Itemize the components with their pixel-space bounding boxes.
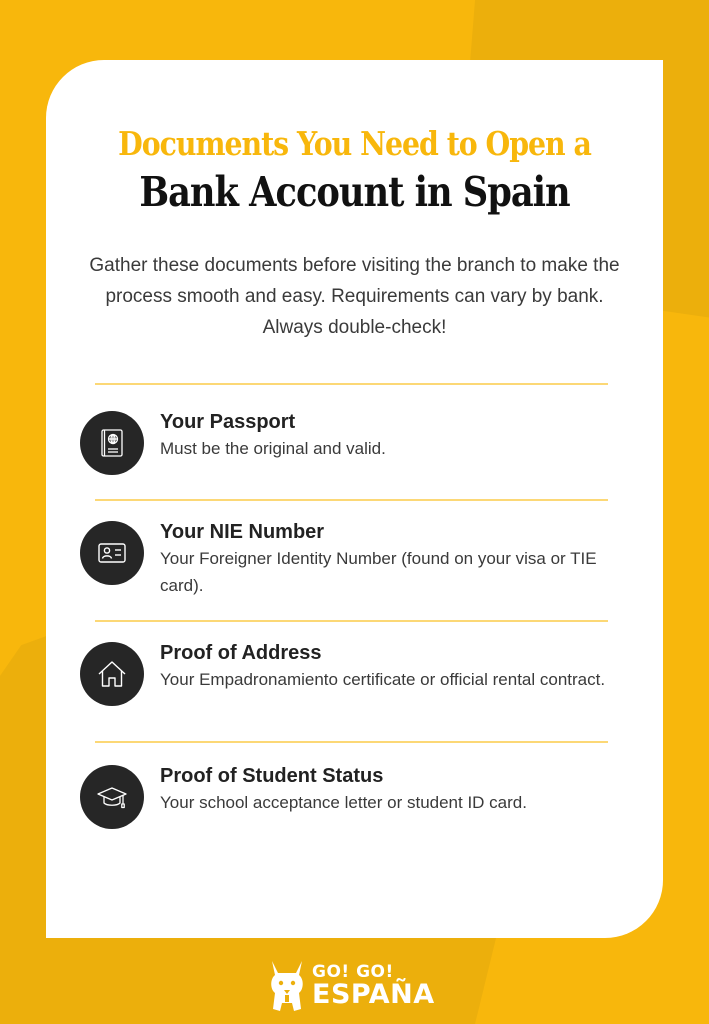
item-description: Your Foreigner Identity Number (found on your visa or TIE card). [160,549,597,595]
graduation-cap-icon [80,765,144,829]
id-card-icon [80,521,144,585]
divider [95,383,608,385]
title-line-2: Bank Account in Spain [139,168,570,216]
item-heading: Proof of Address [160,642,322,664]
logo-line-2: ESPAÑA [312,979,435,1010]
item-description: Your school acceptance letter or student ID card. [160,793,527,812]
item-description: Must be the original and valid. [160,439,386,458]
item-heading: Proof of Student Status [160,765,384,787]
item-heading: Your Passport [160,411,296,433]
house-icon [80,642,144,706]
divider [95,741,608,743]
item-heading: Your NIE Number [160,521,325,543]
divider [95,620,608,622]
logo-line-1: GO! GO! [312,962,394,982]
lynx-mascot-icon [266,959,308,1013]
go-go-espana-logo [266,958,446,1014]
info-card [46,60,663,938]
intro-text: Gather these documents before visiting the branch to make the process smooth and easy. Requirements can vary by bank. Always double-check! [89,255,620,338]
divider [95,499,608,501]
title-line-1: Documents You Need to Open a [118,124,591,163]
item-description: Your Empadronamiento certificate or official rental contract. [160,670,606,689]
passport-icon [80,411,144,475]
